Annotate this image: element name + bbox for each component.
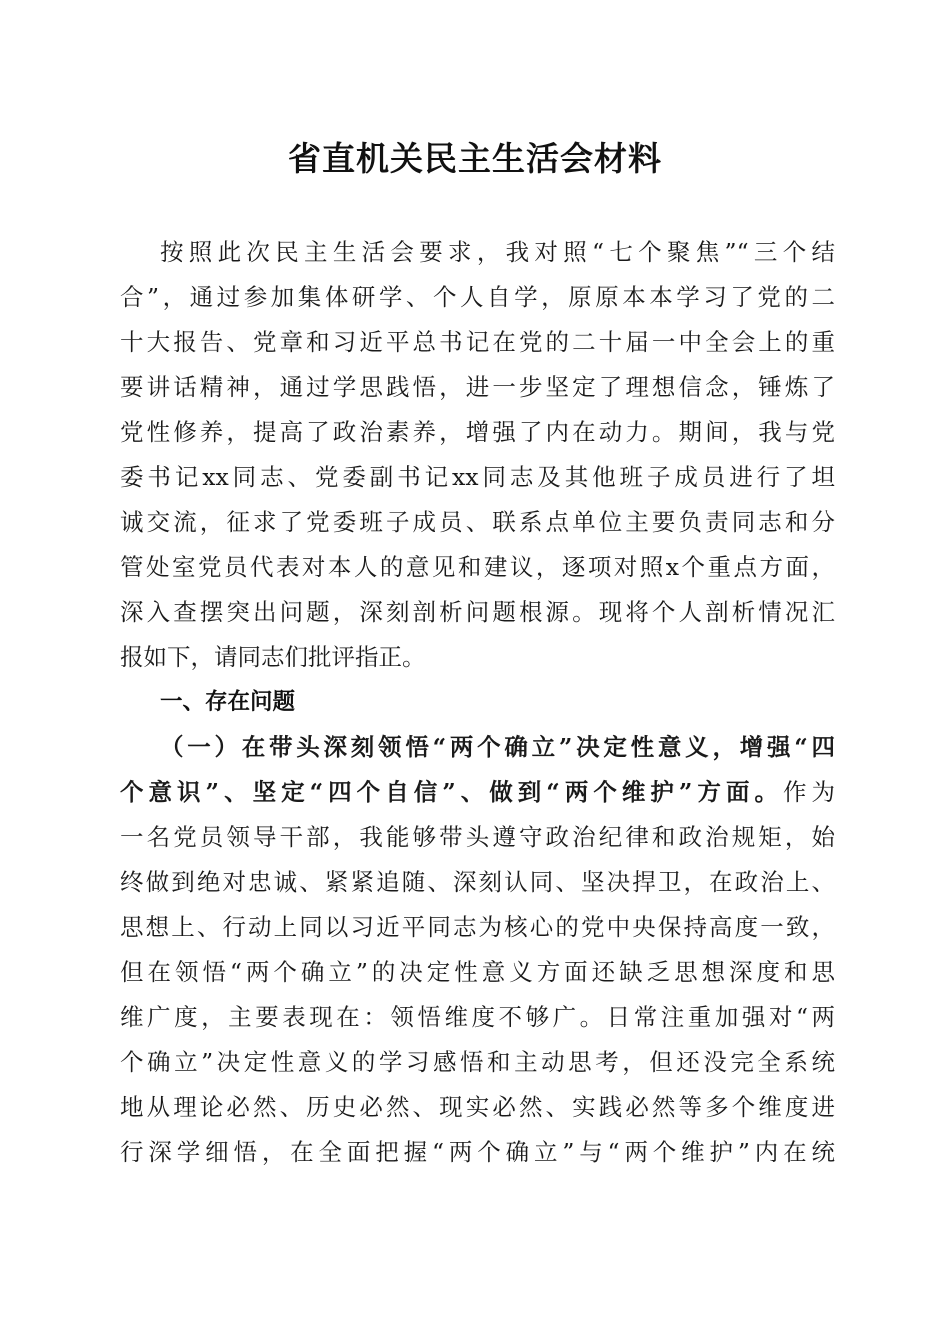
subsection-heading-tail: 个意识”、坚定“四个自信”、做到“两个维护”方面。 <box>120 778 783 806</box>
section-heading: 一、存在问题 <box>160 689 296 715</box>
paragraph-line: 管处室党员代表对本人的意见和建议，逐项对照x个重点方面， <box>120 553 835 581</box>
paragraph-line: 诚交流，征求了党委班子成员、联系点单位主要负责同志和分 <box>120 508 835 536</box>
paragraph-line: 合”，通过参加集体研学、个人自学，原原本本学习了党的二 <box>120 283 835 311</box>
paragraph-line: 但在领悟“两个确立”的决定性意义方面还缺乏思想深度和思 <box>120 958 835 986</box>
paragraph-line: 党性修养，提高了政治素养，增强了内在动力。期间，我与党 <box>120 418 835 446</box>
subsection-heading-line: （一）在带头深刻领悟“两个确立”决定性意义，增强“四 <box>160 733 835 761</box>
paragraph-line: 个确立”决定性意义的学习感悟和主动思考，但还没完全系统 <box>120 1048 835 1076</box>
paragraph-line: 一名党员领导干部，我能够带头遵守政治纪律和政治规矩，始 <box>120 823 835 851</box>
paragraph-line: 报如下，请同志们批评指正。 <box>120 643 426 671</box>
paragraph-line <box>120 770 835 815</box>
document-title: 省直机关民主生活会材料 <box>288 139 662 178</box>
paragraph-line: 地从理论必然、历史必然、现实必然、实践必然等多个维度进 <box>120 1093 835 1121</box>
paragraph-line: 要讲话精神，通过学思践悟，进一步坚定了理想信念，锤炼了 <box>120 373 835 401</box>
paragraph-line: 行深学细悟，在全面把握“两个确立”与“两个维护”内在统 <box>120 1138 835 1166</box>
paragraph-line: 委书记xx同志、党委副书记xx同志及其他班子成员进行了坦 <box>120 463 835 491</box>
paragraph-line: 维广度，主要表现在：领悟维度不够广。日常注重加强对“两 <box>120 1003 835 1031</box>
document-body <box>120 230 835 1175</box>
paragraph-line: 深入查摆突出问题，深刻剖析问题根源。现将个人剖析情况汇 <box>120 598 835 626</box>
paragraph-text: 作为 <box>782 778 835 806</box>
paragraph-line: 十大报告、党章和习近平总书记在党的二十届一中全会上的重 <box>120 328 835 356</box>
paragraph-line: 按照此次民主生活会要求，我对照“七个聚焦”“三个结 <box>160 238 835 266</box>
paragraph-line: 终做到绝对忠诚、紧紧追随、深刻认同、坚决捍卫，在政治上、 <box>120 868 835 896</box>
paragraph-line: 思想上、行动上同以习近平同志为核心的党中央保持高度一致， <box>120 913 835 941</box>
